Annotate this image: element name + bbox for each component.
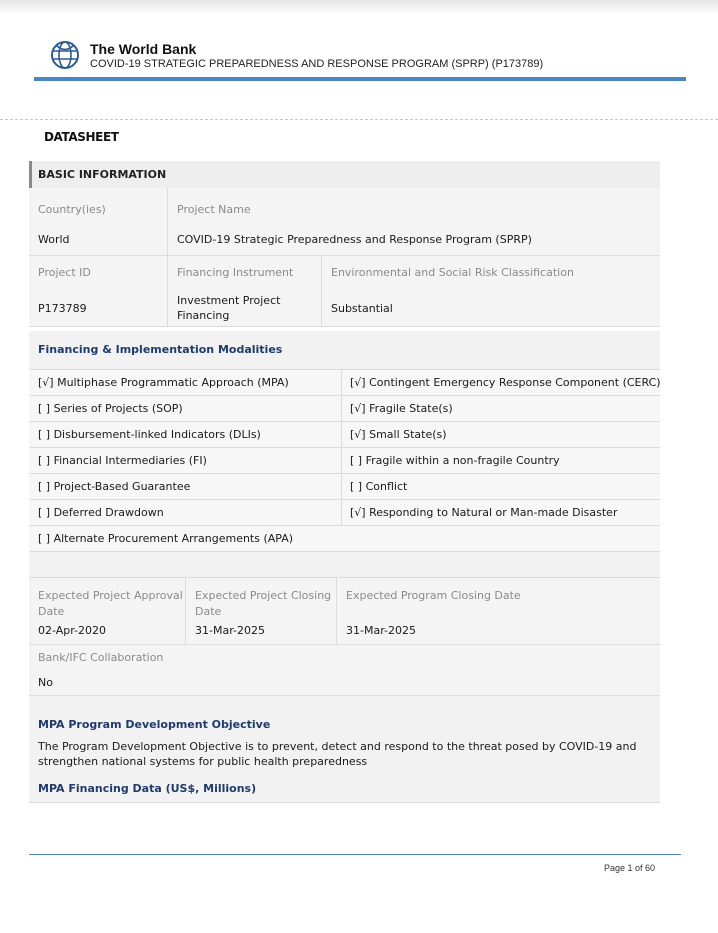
org-name: The World Bank xyxy=(90,41,197,57)
basic-info-row-2 xyxy=(29,256,660,327)
closing-date-label-line1: Expected Project Closing xyxy=(195,589,332,602)
financing-instrument-cell xyxy=(168,256,322,327)
approval-date-label xyxy=(38,588,183,620)
project-id-value: P173789 xyxy=(38,302,87,315)
modality-row xyxy=(29,447,660,473)
approval-date-label-line1: Expected Project Approval xyxy=(38,589,183,602)
header-rule xyxy=(34,77,686,81)
modality-item: [ ] Disbursement-linked Indicators (DLIs) xyxy=(29,422,342,447)
project-name-label: Project Name xyxy=(177,203,251,216)
risk-classification-value: Substantial xyxy=(331,302,393,315)
modality-row xyxy=(29,499,660,525)
modality-item: [ ] Fragile within a non-fragile Country xyxy=(350,454,560,467)
financing-instrument-value xyxy=(177,293,280,323)
country-cell xyxy=(29,188,168,256)
page-top-shadow xyxy=(0,0,718,14)
dates-row xyxy=(29,577,660,645)
project-id-label: Project ID xyxy=(38,266,91,279)
basic-information-heading: BASIC INFORMATION xyxy=(29,161,660,188)
modality-row xyxy=(29,395,660,421)
modalities-heading: Financing & Implementation Modalities xyxy=(38,343,283,356)
modality-item: [ ] Conflict xyxy=(350,480,408,493)
financing-instrument-value-line1: Investment Project xyxy=(177,294,281,307)
risk-classification-label: Environmental and Social Risk Classification xyxy=(331,266,574,279)
project-name-value: COVID-19 Strategic Preparedness and Response Program (SPRP) xyxy=(177,233,532,246)
modality-row xyxy=(29,369,660,395)
modality-item: [√] Small State(s) xyxy=(350,428,447,441)
modality-item: [√] Multiphase Programmatic Approach (MPA) xyxy=(29,370,342,395)
blank-row xyxy=(29,551,660,577)
approval-date-cell xyxy=(29,578,186,646)
document-header xyxy=(50,40,690,74)
world-bank-logo-icon xyxy=(50,40,80,70)
financing-instrument-label: Financing Instrument xyxy=(177,266,294,279)
page-break-line xyxy=(0,119,718,120)
project-id-cell xyxy=(29,256,168,327)
modalities-section xyxy=(29,331,660,577)
approval-date-label-line2: Date xyxy=(38,605,65,618)
country-value: World xyxy=(38,233,70,246)
mpa-section xyxy=(29,696,660,803)
collaboration-value: No xyxy=(38,676,53,689)
country-label: Country(ies) xyxy=(38,203,106,216)
datasheet-title: DATASHEET xyxy=(44,130,119,144)
modality-item xyxy=(342,526,660,551)
mpa-financing-heading: MPA Financing Data (US$, Millions) xyxy=(38,782,257,795)
project-name-cell xyxy=(168,188,660,256)
collaboration-row xyxy=(29,645,660,696)
approval-date-value: 02-Apr-2020 xyxy=(38,624,107,637)
basic-info-row-1 xyxy=(29,188,660,256)
modality-row xyxy=(29,525,660,551)
modality-item: [ ] Series of Projects (SOP) xyxy=(29,396,342,421)
datasheet-content xyxy=(29,161,660,803)
modality-item: [ ] Deferred Drawdown xyxy=(29,500,342,525)
mpa-objective-text: The Program Development Objective is to prevent, detect and respond to the threat posed by COVID-19 and strengthen national systems for public health preparedness xyxy=(38,740,637,768)
modality-row xyxy=(29,421,660,447)
program-subtitle: COVID-19 STRATEGIC PREPAREDNESS AND RESPONSE PROGRAM (SPRP) (P173789) xyxy=(90,58,544,70)
footer-rule xyxy=(29,854,681,855)
modality-item: [ ] Alternate Procurement Arrangements (APA) xyxy=(38,532,294,545)
closing-date-label xyxy=(195,588,331,620)
modality-item: [ ] Project-Based Guarantee xyxy=(29,474,342,499)
program-closing-date-value: 31-Mar-2025 xyxy=(346,624,416,637)
page-number: Page 1 of 60 xyxy=(604,863,656,873)
closing-date-label-line2: Date xyxy=(195,605,222,618)
collaboration-label: Bank/IFC Collaboration xyxy=(38,651,164,664)
modality-item: [√] Fragile State(s) xyxy=(350,402,453,415)
modality-item: [√] Responding to Natural or Man-made Disaster xyxy=(350,506,618,519)
closing-date-value: 31-Mar-2025 xyxy=(195,624,265,637)
program-closing-date-label: Expected Program Closing Date xyxy=(346,589,521,602)
program-closing-date-cell xyxy=(337,578,660,646)
risk-classification-cell xyxy=(322,256,660,327)
financing-instrument-value-line2: Financing xyxy=(177,309,230,322)
mpa-objective-heading: MPA Program Development Objective xyxy=(38,718,271,731)
modality-item: [√] Contingent Emergency Response Component (CERC) xyxy=(350,376,661,389)
closing-date-cell xyxy=(186,578,337,646)
modality-row xyxy=(29,473,660,499)
modality-item: [ ] Financial Intermediaries (FI) xyxy=(29,448,342,473)
